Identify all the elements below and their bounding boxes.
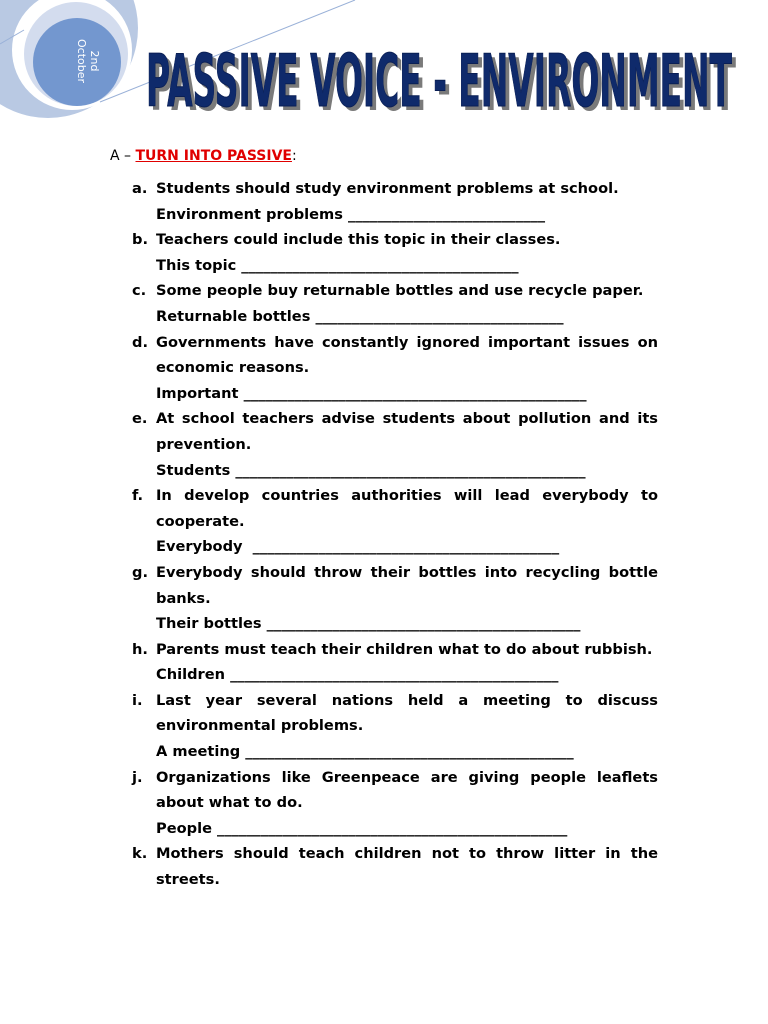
item-answer-line: Returnable bottles __________________________________ [156,307,564,325]
exercise-item-k [132,841,658,892]
item-answer-line: People ________________________________________________ [156,819,568,837]
item-answer-line: Important _______________________________________________ [156,384,587,402]
item-marker: e. [132,410,148,428]
exercise-item-a [132,176,658,227]
item-sentence: Everybody should throw their bottles into recycling bottle banks. [156,563,658,607]
page-title [146,30,746,114]
page-title-shadow: PASSIVE VOICE - ENVIRONMENT [150,43,736,114]
exercise-item-g [132,560,658,637]
exercise-item-e [132,406,658,483]
item-answer-line: Children _____________________________________________ [156,666,559,684]
item-marker: b. [132,231,148,249]
item-answer-line: Students ________________________________________________ [156,461,586,479]
item-answer-line: Environment problems ___________________________ [156,205,546,223]
item-answer-line: A meeting _____________________________________________ [156,743,574,761]
exercise-item-i [132,688,658,765]
exercise-list [132,176,658,893]
item-marker: h. [132,640,148,658]
section-instruction: TURN INTO PASSIVE [135,148,292,164]
item-sentence: Students should study environment problems at school. [156,180,619,197]
item-sentence: Last year several nations held a meeting to discuss environmental problems. [156,691,658,735]
item-marker: i. [132,691,143,709]
exercise-item-h [132,637,658,688]
date-day: 2nd [88,50,101,72]
item-sentence: Mothers should teach children not to throw litter in the streets. [156,845,658,889]
item-marker: j. [132,768,143,786]
section-colon: : [291,148,297,164]
date-label [55,35,101,87]
exercise-item-c [132,278,658,329]
section-prefix: A – [110,148,136,164]
item-sentence: Organizations like Greenpeace are giving people leaflets about what to do. [156,768,658,812]
item-sentence: At school teachers advise students about pollution and its prevention. [156,410,658,453]
item-marker: a. [132,180,148,197]
item-sentence: In develop countries authorities will lead everybody to cooperate. [156,487,658,530]
exercise-item-d [132,330,658,407]
item-answer-line: Their bottles ___________________________________________ [156,615,581,633]
item-sentence: Governments have constantly ignored important issues on economic reasons. [156,333,658,377]
item-sentence: Parents must teach their children what to do about rubbish. [156,640,653,658]
page-title-text: PASSIVE VOICE - ENVIRONMENT [146,39,732,114]
exercise-item-j [132,765,658,842]
item-marker: c. [132,282,147,300]
date-month: October [75,38,88,84]
item-sentence: Teachers could include this topic in their classes. [156,231,561,249]
exercise-item-b [132,227,658,278]
item-answer-line: Everybody __________________________________________ [156,538,560,556]
item-sentence: Some people buy returnable bottles and use recycle paper. [156,282,644,300]
item-marker: f. [132,487,144,505]
section-heading [110,146,297,166]
item-marker: k. [132,845,148,863]
item-marker: g. [132,563,148,581]
item-marker: d. [132,333,148,351]
item-answer-line: This topic ______________________________________ [156,256,519,274]
exercise-item-f [132,483,658,560]
